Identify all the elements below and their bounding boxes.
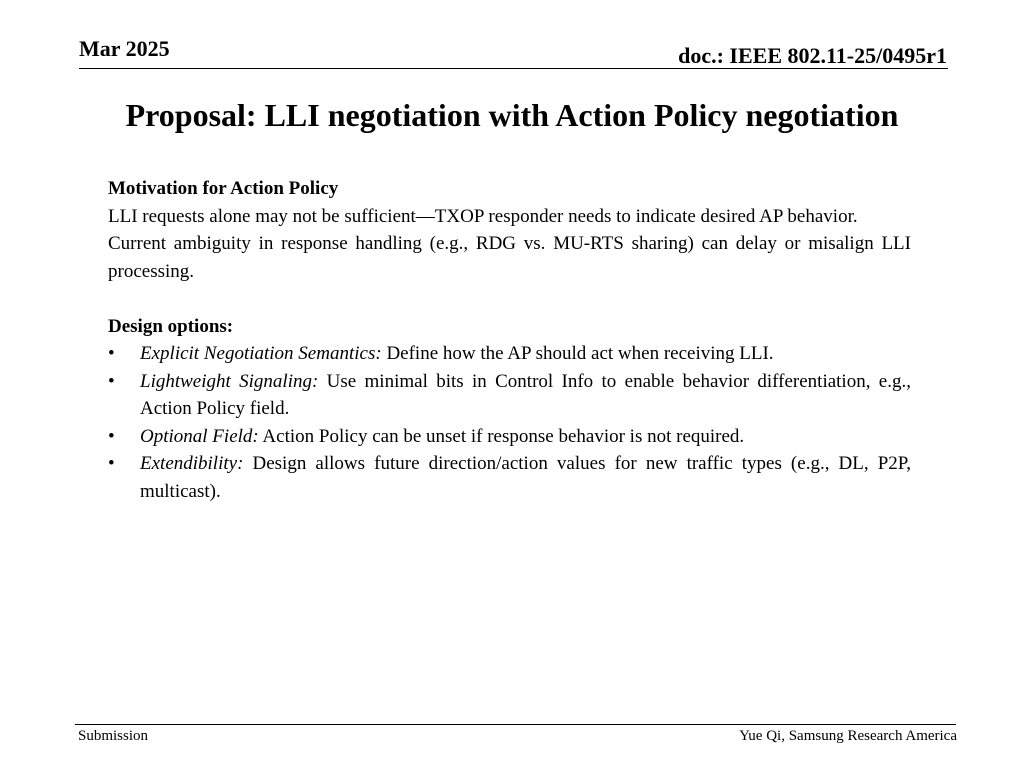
design-heading: Design options: [108, 315, 234, 337]
header-doc-id: doc.: IEEE 802.11-25/0495r1 [678, 43, 947, 68]
bullet-icon: • [108, 425, 115, 447]
motivation-paragraph: Current ambiguity in response handling (e.g., RDG vs. MU-RTS sharing) can delay or misalign LLI processing. [108, 233, 911, 282]
item-text: Design allows future direction/action values for new traffic types (e.g., DL, P2P, multicast). [140, 453, 911, 502]
motivation-paragraph: LLI requests alone may not be sufficient—TXOP responder needs to indicate desired AP behavior. [108, 205, 858, 227]
item-text: Use minimal bits in Control Info to enable behavior differentiation, e.g., Action Policy field. [140, 370, 911, 419]
item-lead: Extendibility: [140, 453, 244, 474]
bullet-icon: • [108, 370, 115, 392]
footer-submission: Submission [78, 728, 149, 744]
header-divider [79, 68, 948, 69]
bullet-icon: • [108, 453, 115, 474]
list-item [108, 340, 911, 368]
paragraph-spacer [108, 285, 911, 313]
slide-title: Proposal: LLI negotiation with Action Policy negotiation [125, 97, 899, 133]
list-item [108, 450, 911, 505]
motivation-heading: Motivation for Action Policy [108, 178, 339, 199]
item-text: Define how the AP should act when receiving LLI. [381, 343, 774, 364]
item-text: Action Policy can be unset if response behavior is not required. [258, 425, 745, 447]
slide-body [108, 175, 911, 505]
footer-author: Yue Qi, Samsung Research America [739, 728, 957, 744]
footer-divider [75, 724, 956, 725]
design-options-list [108, 340, 911, 505]
item-lead: Explicit Negotiation Semantics: [140, 343, 382, 364]
bullet-icon: • [108, 343, 115, 364]
header-date: Mar 2025 [79, 36, 170, 61]
item-lead: Optional Field: [140, 425, 259, 447]
list-item [108, 368, 911, 423]
item-lead: Lightweight Signaling: [140, 370, 319, 392]
list-item [108, 423, 911, 451]
